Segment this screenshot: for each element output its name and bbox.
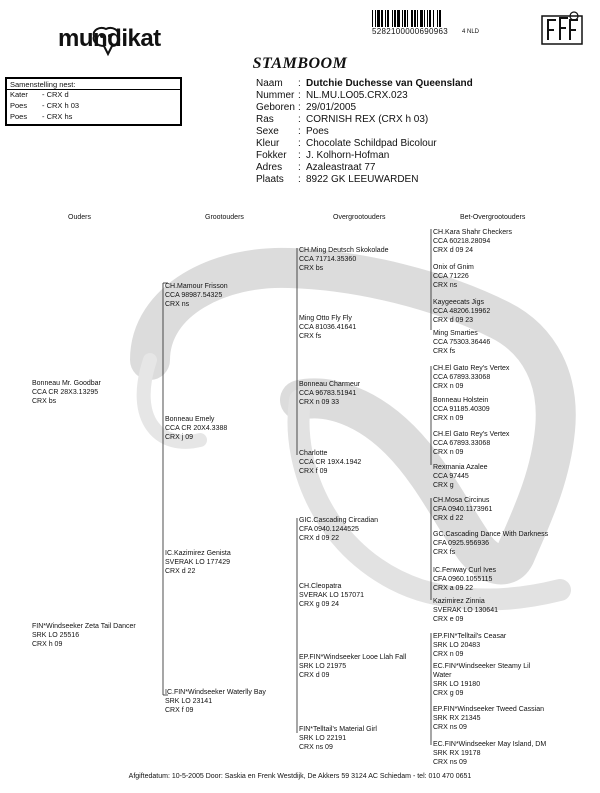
grandparent-entry (165, 688, 266, 715)
cat-detail: CRX n 09 (433, 383, 464, 390)
cat-detail: CRX g 09 (433, 690, 464, 697)
cat-name: CH.Kara Shahr Checkers (433, 229, 512, 236)
cat-detail: CRX d 22 (165, 568, 196, 575)
great-great-grandparent-entry (433, 329, 490, 356)
cat-detail: CCA 81036.41641 (299, 324, 357, 331)
cat-detail: CRX fs (299, 333, 322, 340)
litter-row-label: Kater (10, 90, 28, 99)
cat-detail: SVERAK LO 130641 (433, 607, 498, 614)
cat-detail: SRK LO 22191 (299, 735, 347, 742)
litter-row-value: - CRX hs (42, 112, 73, 121)
cat-detail: CRX j 09 (165, 434, 194, 441)
cat-detail: CRX g 09 24 (299, 601, 340, 608)
great-grandparent-entry (299, 314, 356, 341)
cat-name: Onix of Gnim (433, 264, 474, 271)
cat-detail: CFA 0925.956936 (433, 540, 490, 547)
info-row-fokker: Fokker : J. Kolhorn-Hofman (256, 150, 390, 161)
great-great-grandparent-entry (433, 430, 509, 457)
cat-detail: CCA 67893.33068 (433, 374, 491, 381)
great-great-grandparent-entry (433, 298, 490, 325)
cat-detail: SRK LO 23141 (165, 698, 213, 705)
cat-name: Rexmania Azalee (433, 464, 488, 471)
cat-detail: CRX d 09 24 (433, 247, 474, 254)
info-value: 8922 GK LEEUWARDEN (306, 174, 419, 185)
great-grandparent-entry (299, 653, 406, 680)
cat-name: EP.FIN*Windseeker Looe Llah Fall (299, 654, 407, 661)
info-label: Adres (256, 162, 283, 173)
grandparent-entry (165, 549, 231, 576)
cat-detail: CCA CR 20X4.3388 (165, 425, 228, 432)
cat-detail: SRK LO 25516 (32, 632, 80, 639)
logo-text: mundikat (58, 25, 161, 52)
great-great-grandparent-entry (433, 364, 509, 391)
cat-detail: CFA 0940.1244525 (299, 526, 359, 533)
cat-name: CH.Cleopatra (299, 583, 342, 590)
litter-row-value: - CRX d (42, 90, 69, 99)
cat-name: EC.FIN*Windseeker May Island, DM (433, 741, 547, 748)
cat-detail: CFA 0940.1173961 (433, 506, 493, 513)
cat-detail: CCA 75303.36446 (433, 339, 491, 346)
cat-detail: CRX fs (433, 348, 456, 355)
cat-detail: CRX n 09 (433, 415, 464, 422)
cat-name: GC.Cascading Dance With Darkness (433, 531, 549, 538)
cat-detail: CRX ns 09 (299, 744, 333, 751)
cat-name: Charlotte (299, 450, 328, 457)
cat-detail: CRX fs (433, 549, 456, 556)
cat-detail: CRX n 09 33 (299, 399, 340, 406)
cat-name: CH.Mosa Circinus (433, 497, 490, 504)
info-label: Plaats (256, 174, 284, 185)
cat-detail: SVERAK LO 157071 (299, 592, 364, 599)
great-great-grandparent-entry (433, 740, 546, 767)
great-great-grandparent-entry (433, 396, 490, 423)
cat-detail: CRX ns (165, 301, 190, 308)
cat-name: Kaygeecats Jigs (433, 299, 484, 306)
cat-detail: Water (433, 672, 452, 679)
cat-detail: CRX d 22 (433, 515, 464, 522)
cat-detail: CCA 71714.35360 (299, 256, 357, 263)
great-great-grandparent-entry (433, 632, 506, 659)
cat-detail: CCA 48206.19962 (433, 308, 491, 315)
great-grandparent-entry (299, 449, 361, 476)
cat-detail: CFA 0960.1055115 (433, 576, 493, 583)
cat-detail: CRX ns 09 (433, 759, 467, 766)
barcode-number: 5282100000690963 (372, 27, 448, 36)
great-grandparent-entry (299, 582, 364, 609)
cat-detail: CRX ns (433, 282, 458, 289)
info-row-nummer: Nummer : NL.MU.LO05.CRX.023 (256, 90, 408, 101)
cat-name: CH.Mamour Frisson (165, 283, 228, 290)
cat-name: FIN*Windseeker Zeta Tail Dancer (32, 623, 136, 630)
cat-name: CH.Ming Deutsch Skokolade (299, 247, 389, 254)
column-header-parents: Ouders (68, 214, 91, 221)
great-grandparent-entry (299, 246, 389, 273)
info-value: CORNISH REX (CRX h 03) (306, 114, 429, 125)
great-grandparent-entry (299, 516, 378, 543)
info-row-geboren: Geboren : 29/01/2005 (256, 102, 357, 113)
cat-name: FIN*Telltail's Material Girl (299, 726, 377, 733)
parent-entry (32, 379, 101, 406)
cat-detail: CCA CR 28X3.13295 (32, 389, 99, 396)
cat-detail: CRX e 09 (433, 616, 464, 623)
cat-detail: SVERAK LO 177429 (165, 559, 230, 566)
info-label: Sexe (256, 126, 279, 137)
info-value: Azaleastraat 77 (306, 162, 376, 173)
cat-detail: CCA 71226 (433, 273, 469, 280)
cat-detail: CRX d 09 23 (433, 317, 474, 324)
cat-name: EP.FIN*Windseeker Tweed Cassian (433, 706, 545, 713)
cat-name: Bonneau Holstein (433, 397, 489, 404)
cat-name: CH.El Gato Rey's Vertex (433, 431, 510, 438)
cat-name: Bonneau Mr. Goodbar (32, 380, 101, 387)
litter-row-label: Poes (10, 101, 28, 110)
info-label: Geboren (256, 102, 295, 113)
cat-name: Ming Otto Fly Fly (299, 315, 352, 322)
info-label: Ras (256, 114, 274, 125)
cat-detail: CCA 97445 (433, 473, 469, 480)
great-great-grandparent-entry (433, 566, 496, 593)
cat-detail: SRK LO 21975 (299, 663, 347, 670)
litter-row-label: Poes (10, 112, 28, 121)
cat-name: IC.Fenway Curl Ives (433, 567, 497, 574)
cat-detail: CRX f 09 (165, 707, 194, 714)
cat-detail: CCA 60218.28094 (433, 238, 491, 245)
info-value: 29/01/2005 (306, 102, 357, 113)
cat-detail: CCA 91185.40309 (433, 406, 490, 413)
info-row-ras: Ras : CORNISH REX (CRX h 03) (256, 114, 429, 125)
cat-name: EP.FIN*Telltail's Ceasar (433, 633, 507, 640)
footer-issue-info: Afgiftedatum: 10-5-2005 Door: Saskia en Frenk Westdijk, De Akkers 59 3124 AC Schiedam - tel: 010 470 0651 (128, 773, 472, 780)
cat-detail: CCA 98987.54325 (165, 292, 223, 299)
cat-detail: CRX d 09 (299, 672, 330, 679)
column-header-great-grandparents: Overgrootouders (333, 214, 386, 221)
cat-name: GIC.Cascading Circadian (299, 517, 378, 524)
cat-detail: CCA 67893.33068 (433, 440, 491, 447)
great-great-grandparent-entry (433, 263, 474, 290)
info-label: Naam (256, 78, 283, 89)
column-header-great-great-grandparents: Bet-Overgrootouders (460, 214, 526, 221)
cat-name: Ming Smarties (433, 330, 478, 337)
column-header-grandparents: Grootouders (205, 214, 244, 221)
great-grandparent-entry (299, 380, 360, 407)
great-great-grandparent-entry (433, 705, 544, 732)
info-row-naam: Naam : Dutchie Duchesse van Queensland (256, 78, 473, 89)
page-title: STAMBOOM (252, 55, 348, 72)
great-great-grandparent-entry (433, 662, 530, 698)
info-value: Dutchie Duchesse van Queensland (306, 78, 473, 89)
litter-composition-heading: Samenstelling nest: (7, 79, 180, 90)
info-value: Chocolate Schildpad Bicolour (306, 138, 437, 149)
cat-detail: SRK LO 19180 (433, 681, 481, 688)
cat-name: Bonneau Emely (165, 416, 215, 423)
great-great-grandparent-entry (433, 597, 498, 624)
great-great-grandparent-entry (433, 463, 487, 490)
cat-name: IC.Kazimirez Genista (165, 550, 231, 557)
great-great-grandparent-entry (433, 496, 492, 523)
cat-name: CH.El Gato Rey's Vertex (433, 365, 510, 372)
info-row-kleur: Kleur : Chocolate Schildpad Bicolour (256, 138, 437, 149)
info-row-adres: Adres : Azaleastraat 77 (256, 162, 376, 173)
cat-detail: CCA 96783.51941 (299, 390, 357, 397)
great-great-grandparent-entry (433, 530, 548, 557)
info-label: Nummer (256, 90, 295, 101)
info-label: Fokker (256, 150, 287, 161)
cat-detail: CRX ns 09 (433, 724, 467, 731)
cat-detail: CRX d 09 22 (299, 535, 340, 542)
cat-name: Kazimirez Zinnia (433, 598, 485, 605)
cat-detail: CRX n 09 (433, 449, 464, 456)
cat-detail: CRX bs (299, 265, 324, 272)
cat-detail: SRK RX 21345 (433, 715, 481, 722)
parent-entry (32, 622, 136, 649)
cat-name: IC.FIN*Windseeker Waterlly Bay (165, 689, 266, 696)
cat-detail: SRK LO 20483 (433, 642, 481, 649)
great-great-grandparent-entry (433, 228, 512, 255)
cat-detail: CRX f 09 (299, 468, 328, 475)
info-row-sexe: Sexe : Poes (256, 126, 329, 137)
grandparent-entry (165, 415, 227, 442)
cat-detail: CRX a 09 22 (433, 585, 474, 592)
grandparent-entry (165, 282, 228, 309)
great-grandparent-entry (299, 725, 377, 752)
info-label: Kleur (256, 138, 280, 149)
cat-detail: CCA CR 19X4.1942 (299, 459, 362, 466)
cat-detail: SRK RX 19178 (433, 750, 481, 757)
cat-detail: CRX n 09 (433, 651, 464, 658)
info-value: J. Kolhorn-Hofman (306, 150, 390, 161)
cat-detail: CRX g (433, 482, 454, 489)
litter-row-value: - CRX h 03 (42, 101, 80, 110)
info-value: Poes (306, 126, 329, 137)
cat-name: EC.FIN*Windseeker Steamy Lil (433, 663, 531, 670)
barcode-suffix: 4 NLD (462, 29, 480, 35)
info-value: NL.MU.LO05.CRX.023 (306, 90, 408, 101)
cat-detail: CRX h 09 (32, 641, 63, 648)
cat-detail: CRX bs (32, 398, 57, 405)
info-row-plaats: Plaats : 8922 GK LEEUWARDEN (256, 174, 419, 185)
cat-name: Bonneau Charmeur (299, 381, 361, 388)
